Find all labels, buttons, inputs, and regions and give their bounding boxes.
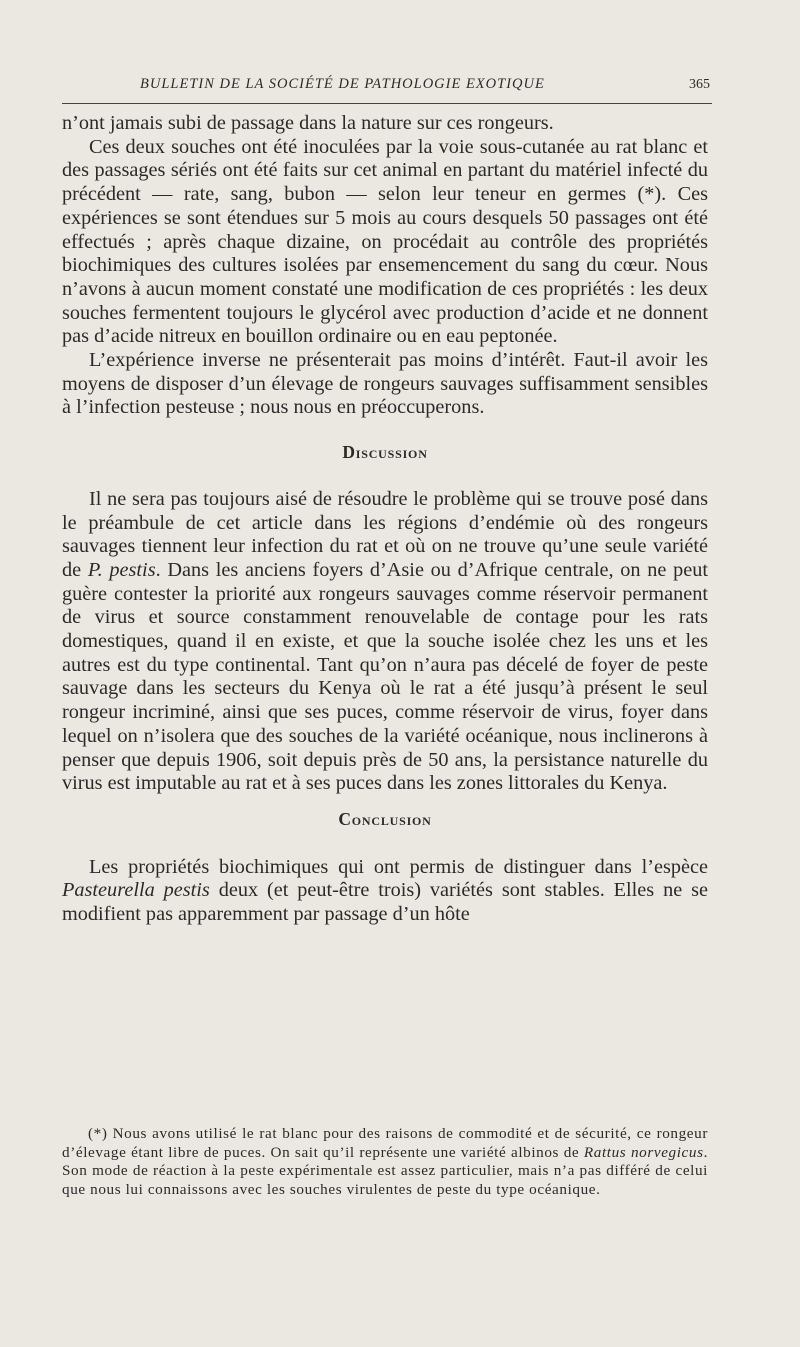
footnote-text-end: . Son mode de réaction à la peste expérimentale est assez particulier, mais n’a pas différé de celui que nous lui connaissons avec les souches virulentes de peste du type océanique.	[62, 1143, 708, 1198]
species-name: Pasteurella pestis	[62, 879, 210, 902]
page-number: 365	[689, 77, 710, 92]
discussion-text-end: . Dans les anciens foyers d’Asie ou d’Afrique centrale, on ne peut guère contester la priorité aux rongeurs sauvages comme réservoir permanent de virus et source constamment renouvelable de contage pour les rats domestiques, quand il en existe, et que la souche isolée chez les uns et les autres est du type continental. Tant qu’on n’aura pas décelé de foyer de peste sauvage dans les secteurs du Kenya où le rat a été jusqu’à présent le seul rongeur incriminé, ainsi que ses puces, comme réservoir de virus, foyer dans lequel on n’isolera que des souches de la variété océanique, nous inclinerons à penser que depuis 1906, soit depuis près de 50 ans, la persistance naturelle du virus est imputable au rat et à ses puces dans les zones littorales du Kenya.	[62, 558, 708, 795]
footnote-text	[62, 1125, 708, 1199]
paragraph-discussion	[62, 488, 708, 796]
running-header	[140, 76, 710, 93]
footnote-text-start: (*) Nous avons utilisé le rat blanc pour des raisons de commodité et de sécurité, ce rongeur d’élevage étant libre de puces. On sait qu’il représente une variété albinos de	[62, 1125, 708, 1161]
paragraph-continuation: n’ont jamais subi de passage dans la nature sur ces rongeurs.	[62, 112, 554, 134]
paragraph-inverse-experiment: L’expérience inverse ne présenterait pas moins d’intérêt. Faut-il avoir les moyens de disposer d’un élevage de rongeurs sauvages suffisamment sensibles à l’infection pesteuse ; nous nous en préoccuperons.	[62, 349, 708, 419]
section-title-conclusion: Conclusion	[338, 808, 432, 829]
species-name: P. pestis	[87, 558, 156, 581]
header-rule	[62, 103, 712, 104]
footnote	[62, 1125, 708, 1199]
article-body	[62, 112, 708, 927]
paragraph-conclusion	[62, 856, 708, 927]
species-name: Rattus norvegicus	[583, 1143, 704, 1161]
paragraph-passages: Ces deux souches ont été inoculées par la voie sous-cutanée au rat blanc et des passages sériés ont été faits sur cet animal en partant du matériel infecté du précédent — rate, sang, bubon — selon leur teneur en germes (*). Ces expériences se sont étendues sur 5 mois au cours desquels 50 passages ont été effectués ; après chaque dizaine, on procédait au contrôle des propriétés biochimiques des cultures isolées par ensemencement du sang du cœur. Nous n’avons à aucun moment constaté une modification de ces propriétés : les deux souches fermentent toujours le glycérol avec production d’acide et ne donnent pas d’acide nitreux en bouillon ordinaire ou en eau peptonée.	[62, 135, 708, 348]
conclusion-text-start: Les propriétés biochimiques qui ont permis de distinguer dans l’espèce	[89, 855, 708, 878]
section-title-discussion: Discussion	[342, 442, 428, 463]
discussion-text-start: Il ne sera pas toujours aisé de résoudre le problème qui se trouve posé dans le préambule de cet article dans les régions d’endémie où des rongeurs sauvages tiennent leur infection du rat et où on ne trouve qu’une seule variété de	[62, 487, 708, 581]
running-title: BULLETIN DE LA SOCIÉTÉ DE PATHOLOGIE EXOTIQUE	[140, 76, 545, 92]
conclusion-text-end: deux (et peut-être trois) variétés sont stables. Elles ne se modifient pas apparemment par passage d’un hôte	[62, 879, 708, 926]
